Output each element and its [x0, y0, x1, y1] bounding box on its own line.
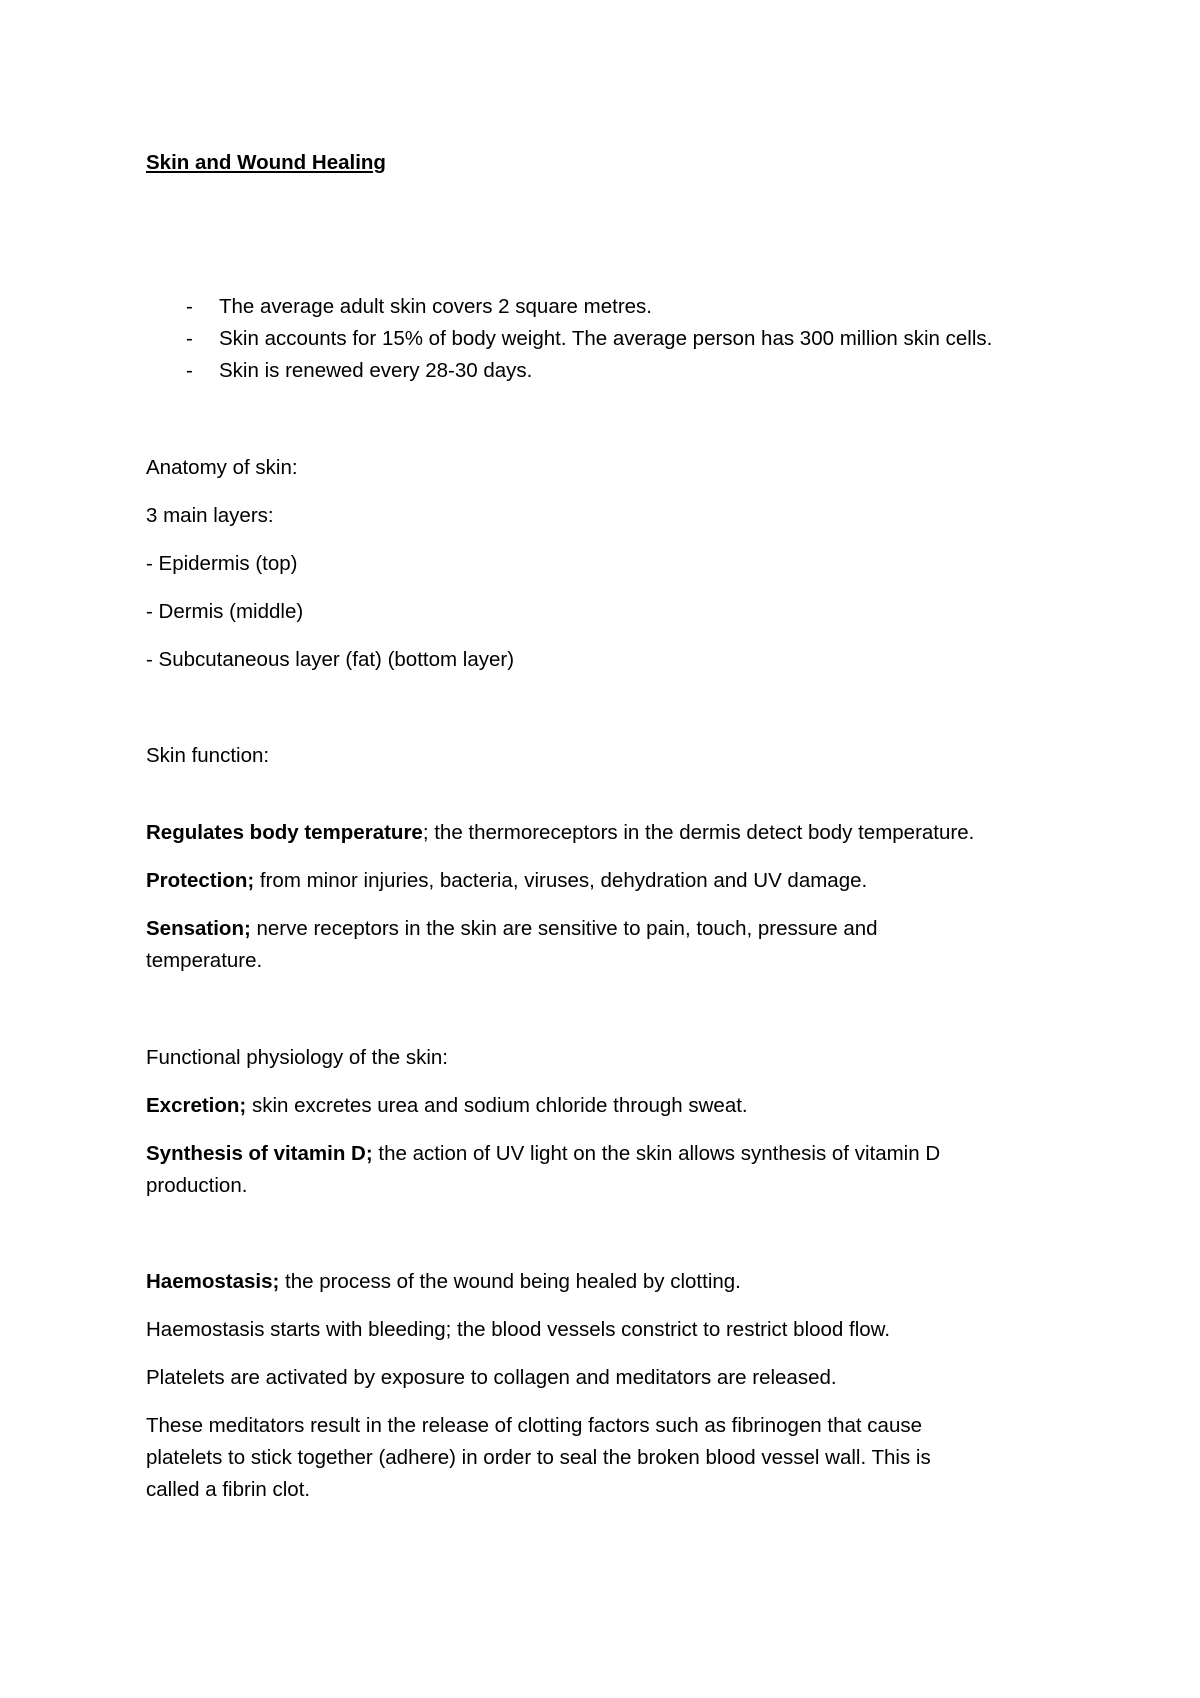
function-item [146, 864, 867, 897]
function-term: Regulates body temperature [146, 821, 423, 844]
fact-item: Skin is renewed every 28-30 days. [219, 359, 533, 382]
haemostasis-line: These meditators result in the release of clotting factors such as fibrinogen that cause [146, 1414, 922, 1437]
layer-item: - Subcutaneous layer (fat) (bottom layer) [146, 648, 515, 671]
function-desc: nerve receptors in the skin are sensitive to pain, touch, pressure and [250, 917, 878, 940]
layer-item: - Dermis (middle) [146, 600, 304, 623]
function-term: Sensation; [146, 917, 251, 940]
haemostasis-line: platelets to stick together (adhere) in order to seal the broken blood vessel wall. This is [146, 1446, 931, 1469]
fact-dash: - [186, 359, 193, 382]
document-title: Skin and Wound Healing [146, 151, 386, 174]
fact-dash: - [186, 327, 193, 350]
function-item [146, 816, 974, 849]
physiology-item [146, 1137, 940, 1170]
anatomy-subheading: 3 main layers: [146, 504, 274, 527]
physiology-term: Synthesis of vitamin D; [146, 1142, 373, 1165]
function-item-continuation: temperature. [146, 949, 263, 972]
physiology-desc: skin excretes urea and sodium chloride through sweat. [246, 1094, 748, 1117]
physiology-desc: the action of UV light on the skin allows synthesis of vitamin D [372, 1142, 941, 1165]
haemostasis-term: Haemostasis; [146, 1270, 280, 1293]
haemostasis-line: called a fibrin clot. [146, 1478, 311, 1501]
fact-item: The average adult skin covers 2 square metres. [219, 295, 652, 318]
function-desc: from minor injuries, bacteria, viruses, dehydration and UV damage. [254, 869, 868, 892]
physiology-item-continuation: production. [146, 1174, 248, 1197]
haemostasis-heading [146, 1265, 741, 1298]
function-item [146, 912, 878, 945]
haemostasis-line: Platelets are activated by exposure to collagen and meditators are released. [146, 1366, 837, 1389]
haemostasis-line: Haemostasis starts with bleeding; the blood vessels constrict to restrict blood flow. [146, 1318, 891, 1341]
function-term: Protection; [146, 869, 255, 892]
function-desc: ; the thermoreceptors in the dermis detect body temperature. [422, 821, 975, 844]
skin-function-heading: Skin function: [146, 744, 270, 767]
fact-dash: - [186, 295, 193, 318]
fact-item: Skin accounts for 15% of body weight. The average person has 300 million skin cells. [219, 327, 993, 350]
haemostasis-desc: the process of the wound being healed by clotting. [279, 1270, 741, 1293]
physiology-term: Excretion; [146, 1094, 247, 1117]
anatomy-heading: Anatomy of skin: [146, 456, 298, 479]
physiology-heading: Functional physiology of the skin: [146, 1046, 448, 1069]
layer-item: - Epidermis (top) [146, 552, 298, 575]
physiology-item [146, 1089, 748, 1122]
